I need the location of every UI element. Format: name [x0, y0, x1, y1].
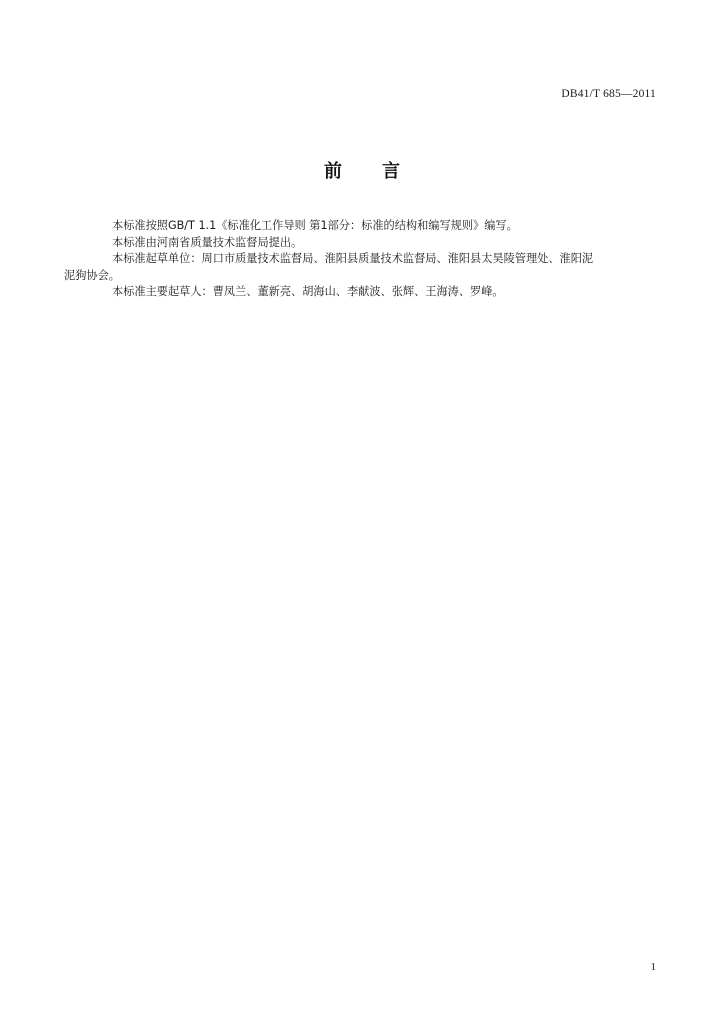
title-char-2: 言: [382, 161, 400, 182]
paragraph-proposer: 本标准由河南省质量技术监督局提出。: [112, 235, 303, 249]
foreword-body: [64, 218, 660, 301]
paragraph-drafting-units-line-1: 本标准起草单位：周口市质量技术监督局、淮阳县质量技术监督局、淮阳县太昊陵管理处、淮阳泥: [112, 252, 594, 265]
paragraph-drafting-rules: 本标准按照GB/T 1.1《标准化工作导则 第1部分：标准的结构和编写规则》编写。: [112, 219, 518, 232]
paragraph-drafters: 本标准主要起草人：曹凤兰、董新亮、胡海山、李献波、张辉、王海涛、罗峰。: [112, 285, 504, 298]
paragraph-drafting-units: [64, 251, 660, 284]
page-title: [0, 157, 724, 183]
paragraph-drafting-units-line-2: 泥狗协会。: [64, 268, 120, 282]
page-number: 1: [650, 961, 656, 973]
standard-number: DB41/T 685—2011: [561, 88, 656, 100]
title-char-1: 前: [324, 161, 342, 182]
